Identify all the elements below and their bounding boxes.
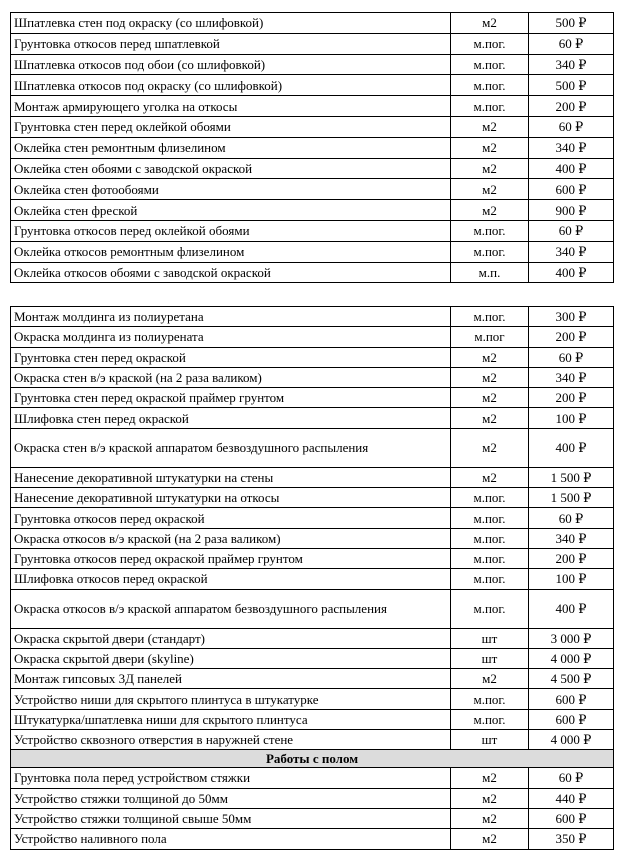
item-name: Грунтовка стен перед окраской праймер грунтом bbox=[11, 388, 451, 408]
item-unit: м2 bbox=[451, 788, 529, 808]
item-price: 4 000 ₽ bbox=[529, 648, 614, 668]
item-name: Нанесение декоративной штукатурки на откосы bbox=[11, 488, 451, 508]
item-price: 400 ₽ bbox=[529, 262, 614, 283]
item-price: 4 000 ₽ bbox=[529, 730, 614, 750]
item-unit: м.пог. bbox=[451, 709, 529, 729]
table-row bbox=[11, 548, 614, 568]
item-name: Окраска скрытой двери (стандарт) bbox=[11, 628, 451, 648]
item-name: Штукатурка/шпатлевка ниши для скрытого плинтуса bbox=[11, 709, 451, 729]
item-name: Окраска откосов в/э краской (на 2 раза валиком) bbox=[11, 528, 451, 548]
table-row bbox=[11, 200, 614, 221]
table-row bbox=[11, 33, 614, 54]
item-name: Окраска стен в/э краской аппаратом безвоздушного распыления bbox=[11, 428, 451, 467]
item-name: Устройство наливного пола bbox=[11, 829, 451, 849]
item-name: Оклейка откосов обоями с заводской окраской bbox=[11, 262, 451, 283]
table-row bbox=[11, 13, 614, 34]
item-name: Оклейка стен фреской bbox=[11, 200, 451, 221]
item-price: 340 ₽ bbox=[529, 54, 614, 75]
item-price: 600 ₽ bbox=[529, 179, 614, 200]
item-name: Грунтовка откосов перед оклейкой обоями bbox=[11, 220, 451, 241]
item-price: 340 ₽ bbox=[529, 241, 614, 262]
item-unit: м2 bbox=[451, 768, 529, 788]
item-unit: м.пог. bbox=[451, 589, 529, 628]
item-price: 200 ₽ bbox=[529, 327, 614, 347]
item-unit: м.пог. bbox=[451, 33, 529, 54]
item-price: 340 ₽ bbox=[529, 528, 614, 548]
item-unit: шт bbox=[451, 628, 529, 648]
item-price: 300 ₽ bbox=[529, 307, 614, 327]
table-row bbox=[11, 367, 614, 387]
item-name: Оклейка стен ремонтным флизелином bbox=[11, 137, 451, 158]
item-price: 1 500 ₽ bbox=[529, 467, 614, 487]
item-unit: м2 bbox=[451, 408, 529, 428]
item-unit: м2 bbox=[451, 388, 529, 408]
item-name: Шпатлевка стен под окраску (со шлифовкой) bbox=[11, 13, 451, 34]
item-unit: м.пог. bbox=[451, 488, 529, 508]
item-unit: м.пог. bbox=[451, 689, 529, 709]
item-price: 440 ₽ bbox=[529, 788, 614, 808]
item-price: 900 ₽ bbox=[529, 200, 614, 221]
item-price: 60 ₽ bbox=[529, 116, 614, 137]
item-price: 500 ₽ bbox=[529, 75, 614, 96]
table-row bbox=[11, 467, 614, 487]
item-unit: м.пог. bbox=[451, 220, 529, 241]
item-name: Оклейка стен обоями с заводской окраской bbox=[11, 158, 451, 179]
item-name: Шлифовка откосов перед окраской bbox=[11, 569, 451, 589]
item-price: 400 ₽ bbox=[529, 428, 614, 467]
table-row bbox=[11, 220, 614, 241]
item-unit: м2 bbox=[451, 200, 529, 221]
item-price: 600 ₽ bbox=[529, 808, 614, 828]
table-row bbox=[11, 408, 614, 428]
table-row bbox=[11, 347, 614, 367]
item-price: 400 ₽ bbox=[529, 158, 614, 179]
item-unit: м.пог. bbox=[451, 528, 529, 548]
item-price: 350 ₽ bbox=[529, 829, 614, 849]
table-row bbox=[11, 730, 614, 750]
item-price: 1 500 ₽ bbox=[529, 488, 614, 508]
item-price: 4 500 ₽ bbox=[529, 669, 614, 689]
item-name: Нанесение декоративной штукатурки на стены bbox=[11, 467, 451, 487]
item-unit: м2 bbox=[451, 13, 529, 34]
item-unit: м2 bbox=[451, 158, 529, 179]
table-row bbox=[11, 158, 614, 179]
item-name: Грунтовка откосов перед окраской bbox=[11, 508, 451, 528]
section-title: Работы с полом bbox=[11, 750, 614, 768]
item-unit: м2 bbox=[451, 428, 529, 467]
item-name: Монтаж гипсовых 3Д панелей bbox=[11, 669, 451, 689]
item-price: 60 ₽ bbox=[529, 768, 614, 788]
table-row bbox=[11, 528, 614, 548]
table-row bbox=[11, 768, 614, 788]
item-unit: м.п. bbox=[451, 262, 529, 283]
item-unit: м2 bbox=[451, 137, 529, 158]
item-price: 200 ₽ bbox=[529, 388, 614, 408]
item-name: Грунтовка откосов перед шпатлевкой bbox=[11, 33, 451, 54]
table-row bbox=[11, 808, 614, 828]
table-row bbox=[11, 96, 614, 117]
item-name: Оклейка стен фотообоями bbox=[11, 179, 451, 200]
table-row bbox=[11, 307, 614, 327]
section-header-row bbox=[11, 750, 614, 768]
item-name: Устройство стяжки толщиной свыше 50мм bbox=[11, 808, 451, 828]
item-price: 100 ₽ bbox=[529, 408, 614, 428]
item-unit: м.пог. bbox=[451, 96, 529, 117]
table-row bbox=[11, 428, 614, 467]
item-unit: м.пог. bbox=[451, 307, 529, 327]
item-price: 3 000 ₽ bbox=[529, 628, 614, 648]
item-name: Окраска стен в/э краской (на 2 раза валиком) bbox=[11, 367, 451, 387]
item-price: 600 ₽ bbox=[529, 689, 614, 709]
table-row bbox=[11, 669, 614, 689]
item-unit: м.пог. bbox=[451, 54, 529, 75]
table-row bbox=[11, 241, 614, 262]
table-row bbox=[11, 648, 614, 668]
item-name: Монтаж армирующего уголка на откосы bbox=[11, 96, 451, 117]
table-row bbox=[11, 116, 614, 137]
item-unit: м2 bbox=[451, 808, 529, 828]
table-row bbox=[11, 628, 614, 648]
table-row bbox=[11, 388, 614, 408]
item-price: 100 ₽ bbox=[529, 569, 614, 589]
item-name: Шлифовка стен перед окраской bbox=[11, 408, 451, 428]
table-row bbox=[11, 689, 614, 709]
item-name: Шпатлевка откосов под обои (со шлифовкой) bbox=[11, 54, 451, 75]
table-row bbox=[11, 262, 614, 283]
item-unit: шт bbox=[451, 730, 529, 750]
item-name: Устройство ниши для скрытого плинтуса в штукатурке bbox=[11, 689, 451, 709]
item-unit: м.пог bbox=[451, 327, 529, 347]
table-row bbox=[11, 829, 614, 849]
table-row bbox=[11, 179, 614, 200]
item-unit: м2 bbox=[451, 116, 529, 137]
item-name: Грунтовка стен перед оклейкой обоями bbox=[11, 116, 451, 137]
table-row bbox=[11, 788, 614, 808]
table-row bbox=[11, 137, 614, 158]
table-row bbox=[11, 508, 614, 528]
item-unit: м2 bbox=[451, 467, 529, 487]
item-name: Устройство стяжки толщиной до 50мм bbox=[11, 788, 451, 808]
item-price: 60 ₽ bbox=[529, 220, 614, 241]
item-unit: м2 bbox=[451, 347, 529, 367]
price-table-bottom bbox=[10, 306, 614, 850]
item-unit: м.пог. bbox=[451, 569, 529, 589]
item-name: Грунтовка стен перед окраской bbox=[11, 347, 451, 367]
item-price: 200 ₽ bbox=[529, 548, 614, 568]
price-table-top bbox=[10, 12, 614, 283]
item-unit: м2 bbox=[451, 367, 529, 387]
item-price: 60 ₽ bbox=[529, 347, 614, 367]
item-price: 600 ₽ bbox=[529, 709, 614, 729]
table-row bbox=[11, 709, 614, 729]
item-name: Грунтовка пола перед устройством стяжки bbox=[11, 768, 451, 788]
item-price: 340 ₽ bbox=[529, 137, 614, 158]
item-name: Окраска откосов в/э краской аппаратом безвоздушного распыления bbox=[11, 589, 451, 628]
item-name: Грунтовка откосов перед окраской праймер грунтом bbox=[11, 548, 451, 568]
item-unit: м2 bbox=[451, 179, 529, 200]
item-name: Монтаж молдинга из полиуретана bbox=[11, 307, 451, 327]
item-price: 340 ₽ bbox=[529, 367, 614, 387]
item-price: 200 ₽ bbox=[529, 96, 614, 117]
item-price: 400 ₽ bbox=[529, 589, 614, 628]
item-name: Устройство сквозного отверстия в наружней стене bbox=[11, 730, 451, 750]
item-price: 60 ₽ bbox=[529, 508, 614, 528]
item-unit: м2 bbox=[451, 829, 529, 849]
table-row bbox=[11, 488, 614, 508]
item-name: Шпатлевка откосов под окраску (со шлифовкой) bbox=[11, 75, 451, 96]
item-price: 500 ₽ bbox=[529, 13, 614, 34]
table-row bbox=[11, 54, 614, 75]
table-row bbox=[11, 327, 614, 347]
item-unit: м.пог. bbox=[451, 75, 529, 96]
item-unit: м2 bbox=[451, 669, 529, 689]
item-name: Окраска скрытой двери (skyline) bbox=[11, 648, 451, 668]
item-unit: м.пог. bbox=[451, 241, 529, 262]
item-unit: м.пог. bbox=[451, 548, 529, 568]
item-price: 60 ₽ bbox=[529, 33, 614, 54]
item-name: Окраска молдинга из полиурената bbox=[11, 327, 451, 347]
item-unit: шт bbox=[451, 648, 529, 668]
item-name: Оклейка откосов ремонтным флизелином bbox=[11, 241, 451, 262]
item-unit: м.пог. bbox=[451, 508, 529, 528]
table-row bbox=[11, 75, 614, 96]
table-row bbox=[11, 569, 614, 589]
table-row bbox=[11, 589, 614, 628]
